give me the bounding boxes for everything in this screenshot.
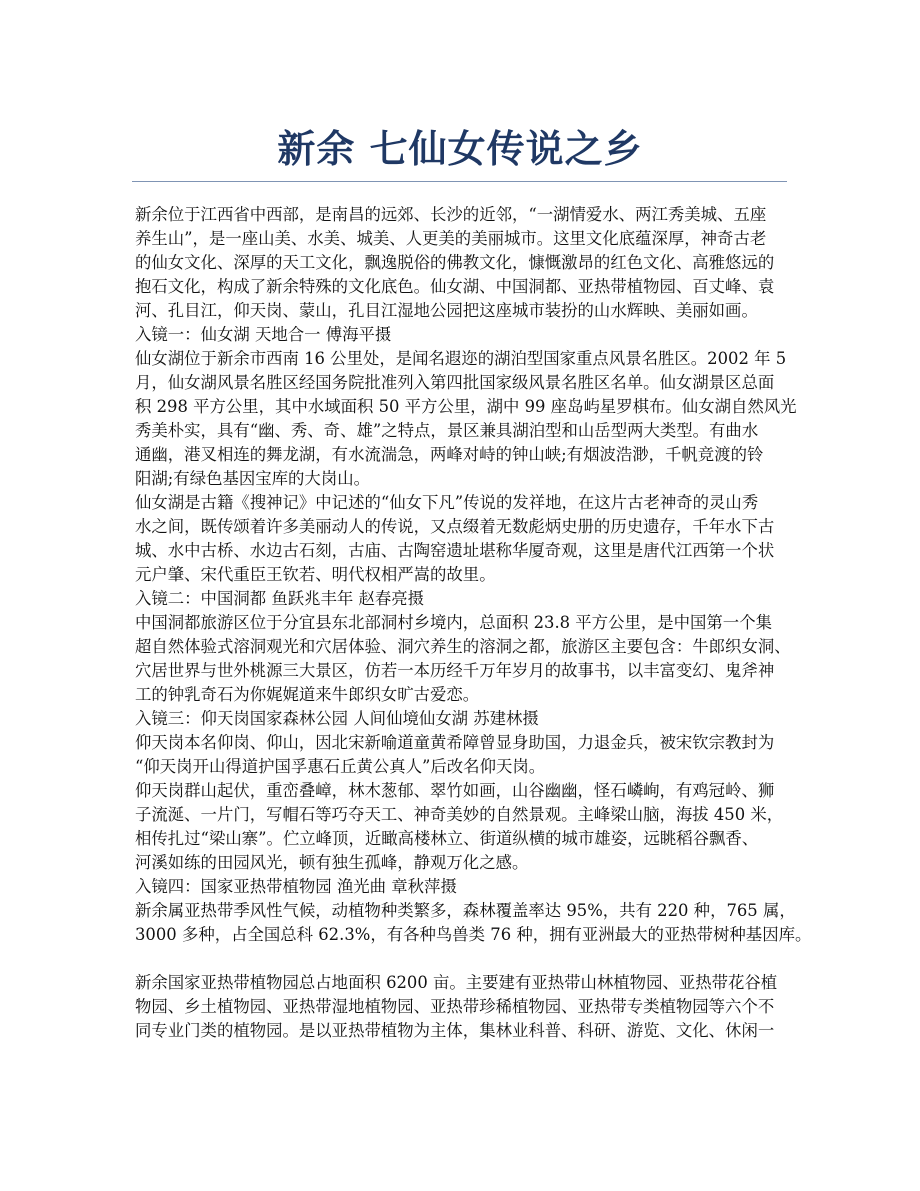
section-caption: 入镜三：仰天岗国家森林公园 人间仙境仙女湖 苏建林摄 — [135, 709, 539, 728]
text-line: 中国洞都旅游区位于分宜县东北部洞村乡境内，总面积 23.8 平方公里，是中国第一个集 — [135, 613, 772, 632]
text-line: 子流涎、一片门，写帽石等巧夺天工、神奇美妙的自然景观。主峰梁山脑，海拔 450 米， — [135, 805, 784, 824]
text-line: 穴居世界与世外桃源三大景区，仿若一本历经千万年岁月的故事书，以丰富变幻、鬼斧神 — [135, 661, 775, 680]
text-line: 月，仙女湖风景名胜区经国务院批准列入第四批国家级风景名胜区名单。仙女湖景区总面 — [135, 373, 775, 392]
text-line: 元户肇、宋代重臣王钦若、明代权相严嵩的故里。 — [135, 565, 496, 584]
text-line: 仙女湖是古籍《搜神记》中记述的“仙女下凡”传说的发祥地，在这片古老神奇的灵山秀 — [135, 493, 759, 512]
text-line: 3000 多种，占全国总科 62.3%，有各种鸟兽类 76 种，拥有亚洲最大的亚热带树种基因库。 — [135, 925, 812, 944]
text-line: 相传扎过“梁山寨”。伫立峰顶，近瞰高楼林立、街道纵横的城市雄姿，远眺稻谷飘香、 — [135, 829, 759, 848]
paragraph-gap — [135, 947, 795, 971]
text-line: 新余位于江西省中西部，是南昌的远郊、长沙的近邻，“一湖情爱水、两江秀美城、五座 — [135, 205, 767, 224]
text-line: 仰天岗本名仰岗、仰山，因北宋新喻道童黄希障曾显身助国，力退金兵，被宋钦宗教封为 — [135, 733, 775, 752]
text-line: 城、水中古桥、水边古石刻，古庙、古陶窑遗址堪称华厦奇观，这里是唐代江西第一个状 — [135, 541, 775, 560]
text-line: 物园、乡土植物园、亚热带湿地植物园、亚热带珍稀植物园、亚热带专类植物园等六个不 — [135, 997, 775, 1016]
text-line: 超自然体验式溶洞观光和穴居体验、洞穴养生的溶洞之都，旅游区主要包含：牛郎织女洞、 — [135, 637, 791, 656]
text-line: 的仙女文化、深厚的天工文化，飘逸脱俗的佛教文化，慷慨激昂的红色文化、高雅悠远的 — [135, 253, 775, 272]
document-body — [135, 203, 812, 1043]
text-line: 通幽，港叉相连的舞龙湖，有水流湍急，两峰对峙的钟山峡;有烟波浩渺，千帆竞渡的铃 — [135, 445, 764, 464]
section-caption: 入镜四：国家亚热带植物园 渔光曲 章秋萍摄 — [135, 877, 457, 896]
text-line: 河、孔目江，仰天岗、蒙山，孔目江湿地公园把这座城市装扮的山水辉映、美丽如画。 — [135, 301, 758, 320]
section-caption: 入镜一：仙女湖 天地合一 傅海平摄 — [135, 325, 392, 344]
text-line: 阳湖;有绿色基因宝库的大岗山。 — [135, 469, 370, 488]
title-divider — [132, 181, 787, 182]
document-title: 新余 七仙女传说之乡 — [277, 127, 643, 171]
text-line: 新余属亚热带季风性气候，动植物种类繁多，森林覆盖率达 95%，共有 220 种，765 属， — [135, 901, 796, 920]
text-line: “仰天岗开山得道护国孚惠石丘黄公真人”后改名仰天岗。 — [135, 757, 546, 776]
text-line: 水之间，既传颂着许多美丽动人的传说，又点缀着无数彪炳史册的历史遗存，千年水下古 — [135, 517, 775, 536]
text-line: 秀美朴实，具有“幽、秀、奇、雄”之特点，景区兼具湖泊型和山岳型两大类型。有曲水 — [135, 421, 759, 440]
section-caption: 入镜二：中国洞都 鱼跃兆丰年 赵春亮摄 — [135, 589, 425, 608]
text-line: 河溪如练的田园风光，顿有独生孤峰，静观万化之感。 — [135, 853, 529, 872]
text-line: 仙女湖位于新余市西南 16 公里处，是闻名遐迩的湖泊型国家重点风景名胜区。2002 年 5 — [135, 349, 787, 368]
text-line: 养生山”，是一座山美、水美、城美、人更美的美丽城市。这里文化底蕴深厚，神奇古老 — [135, 229, 767, 248]
text-line: 工的钟乳奇石为你娓娓道来牛郎织女旷古爱恋。 — [135, 685, 480, 704]
text-line: 仰天岗群山起伏，重峦叠嶂，林木葱郁、翠竹如画，山谷幽幽，怪石嶙峋，有鸡冠岭、狮 — [135, 781, 775, 800]
text-line: 积 298 平方公里，其中水域面积 50 平方公里，湖中 99 座岛屿星罗棋布。仙女湖自然风光 — [135, 397, 797, 416]
text-line: 抱石文化，构成了新余特殊的文化底色。仙女湖、中国洞都、亚热带植物园、百丈峰、袁 — [135, 277, 775, 296]
text-line: 同专业门类的植物园。是以亚热带植物为主体，集林业科普、科研、游览、文化、休闲一 — [135, 1021, 775, 1040]
text-line: 新余国家亚热带植物园总占地面积 6200 亩。主要建有亚热带山林植物园、亚热带花谷植 — [135, 973, 778, 992]
